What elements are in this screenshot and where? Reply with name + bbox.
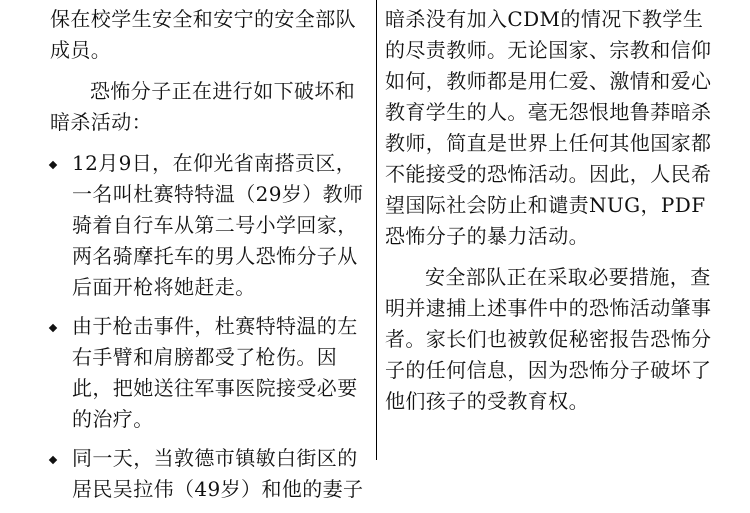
right-paragraph-2: 安全部队正在采取必要措施，查明并逮捕上述事件中的恐怖活动肇事者。家长们也被敦促秘密报告恐怖分子的任何信息，因为恐怖分子破坏了他们孩子的受教育权。 xyxy=(385,265,712,413)
list-item xyxy=(50,148,370,303)
diamond-bullet-icon xyxy=(49,161,57,169)
list-item xyxy=(50,443,370,505)
column-divider xyxy=(376,0,377,460)
list-item-text: 由于枪击事件，杜赛特特温的左右手臂和肩膀都受了枪伤。因此，把她送往军事医院接受必要的治疗。 xyxy=(72,314,358,431)
left-paragraph-2: 恐怖分子正在进行如下破坏和暗杀活动： xyxy=(50,79,356,134)
list-item-text: 同一天，当敦德市镇敏白街区的居民吴拉伟（49岁）和他的妻子 xyxy=(72,446,364,501)
incident-list xyxy=(50,148,370,505)
list-item xyxy=(50,311,370,435)
list-item-text: 12月9日，在仰光省南搭贡区，一名叫杜赛特特温（29岁）教师骑着自行车从第二号小学回家，两名骑摩托车的男人恐怖分子从后面开枪将她赶走。 xyxy=(72,151,364,299)
right-column xyxy=(385,4,715,427)
left-paragraph-1: 保在校学生安全和安宁的安全部队成员。 xyxy=(50,7,356,62)
diamond-bullet-icon xyxy=(49,324,57,332)
right-paragraph-1: 暗杀没有加入CDM的情况下教学生的尽责教师。无论国家、宗教和信仰如何，教师都是用仁爱、激情和爱心教育学生的人。毫无怨恨地鲁莽暗杀教师，简直是世界上任何其他国家都不能接受的恐怖活动。因此，人民希望国际社会防止和谴责NUG，PDF恐怖分子的暴力活动。 xyxy=(385,7,712,248)
diamond-bullet-icon xyxy=(49,456,57,464)
left-column xyxy=(50,4,370,513)
